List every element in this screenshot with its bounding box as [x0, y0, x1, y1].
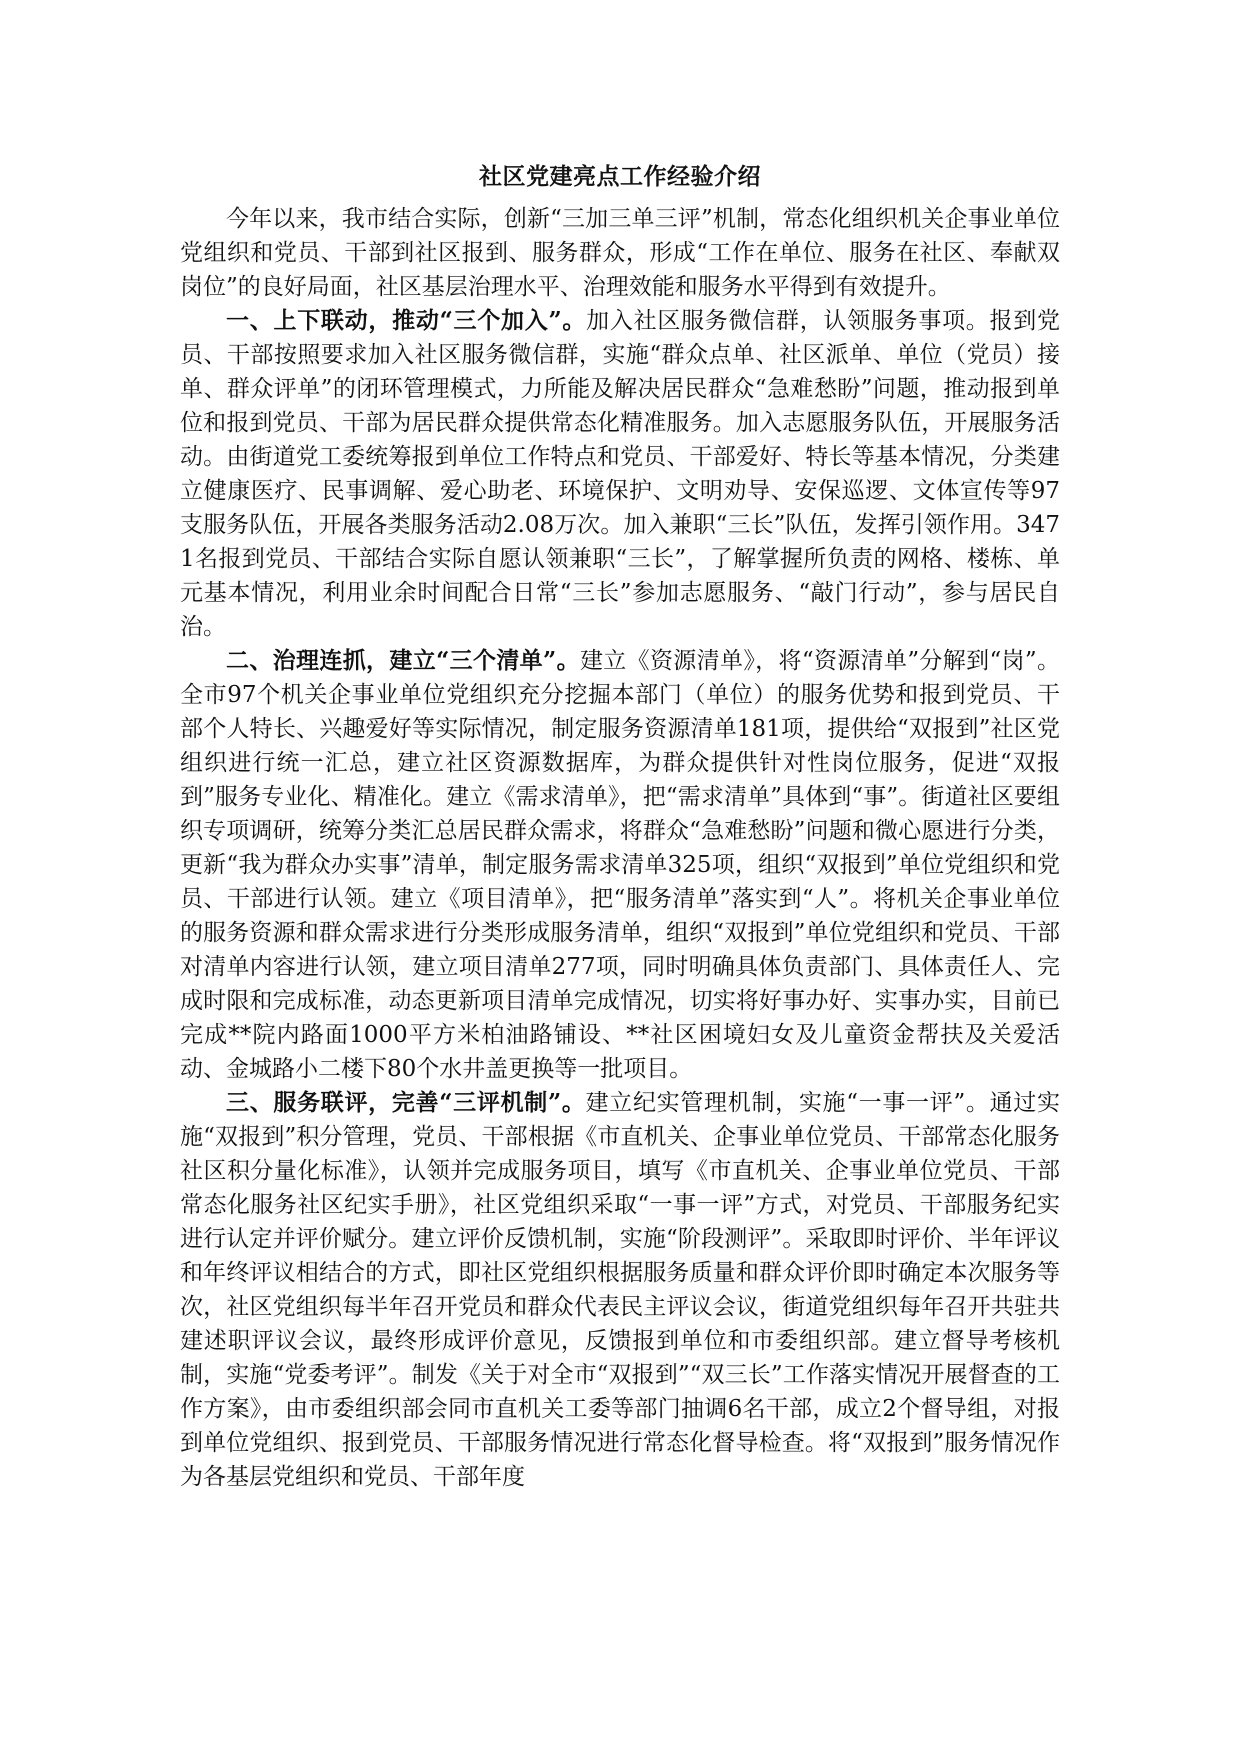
section-2-heading: 二、治理连抓，建立“三个清单”。 [226, 647, 580, 674]
section-2-body: 建立《资源清单》，将“资源清单”分解到“岗”。全市97个机关企事业单位党组织充分挖掘本部门（单位）的服务优势和报到党员、干部个人特长、兴趣爱好等实际情况，制定服务资源清单181项，提供给“双报到”社区党组织进行统一汇总，建立社区资源数据库，为群众提供针对性岗位服务，促进“双报到”服务专业化、精准化。建立《需求清单》，把“需求清单”具体到“事”。街道社区要组织专项调研，统筹分类汇总居民群众需求，将群众“急难愁盼”问题和微心愿进行分类，更新“我为群众办实事”清单，制定服务需求清单325项，组织“双报到”单位党组织和党员、干部进行认领。建立《项目清单》，把“服务清单”落实到“人”。将机关企事业单位的服务资源和群众需求进行分类形成服务清单，组织“双报到”单位党组织和党员、干部对清单内容进行认领，建立项目清单277项，同时明确具体负责部门、具体责任人、完成时限和完成标准，动态更新项目清单完成情况，切实将好事办好、实事办实，目前已完成**院内路面1000平方米柏油路铺设、**社区困境妇女及儿童资金帮扶及关爱活动、金城路小二楼下80个水井盖更换等一批项目。 [180, 648, 1060, 1082]
section-1-heading: 一、上下联动，推动“三个加入”。 [226, 307, 587, 334]
document-title: 社区党建亮点工作经验介绍 [479, 163, 761, 190]
intro-paragraph: 今年以来，我市结合实际，创新“三加三单三评”机制，常态化组织机关企事业单位党组织和党员、干部到社区报到、服务群众，形成“工作在单位、服务在社区、奉献双岗位”的良好局面，社区基层治理水平、治理效能和服务水平得到有效提升。 [180, 206, 1060, 300]
section-1-paragraph [180, 304, 1060, 644]
section-3-body: 建立纪实管理机制，实施“一事一评”。通过实施“双报到”积分管理，党员、干部根据《市直机关、企事业单位党员、干部常态化服务社区积分量化标准》，认领并完成服务项目，填写《市直机关、企事业单位党员、干部常态化服务社区纪实手册》，社区党组织采取“一事一评”方式，对党员、干部服务纪实进行认定并评价赋分。建立评价反馈机制，实施“阶段测评”。采取即时评价、半年评议和年终评议相结合的方式，即社区党组织根据服务质量和群众评价即时确定本次服务等次，社区党组织每半年召开党员和群众代表民主评议会议，街道党组织每年召开共驻共建述职评议会议，最终形成评价意见，反馈报到单位和市委组织部。建立督导考核机制，实施“党委考评”。制发《关于对全市“双报到”“双三长”工作落实情况开展督查的工作方案》，由市委组织部会同市直机关工委等部门抽调6名干部，成立2个督导组，对报到单位党组织、报到党员、干部服务情况进行常态化督导检查。将“双报到”服务情况作为各基层党组织和党员、干部年度 [180, 1090, 1060, 1490]
section-2-paragraph [180, 644, 1060, 1086]
section-3-paragraph [180, 1086, 1060, 1494]
document-content [180, 160, 1060, 1494]
section-1-body: 加入社区服务微信群，认领服务事项。报到党员、干部按照要求加入社区服务微信群，实施“群众点单、社区派单、单位（党员）接单、群众评单”的闭环管理模式，力所能及解决居民群众“急难愁盼”问题，推动报到单位和报到党员、干部为居民群众提供常态化精准服务。加入志愿服务队伍，开展服务活动。由街道党工委统筹报到单位工作特点和党员、干部爱好、特长等基本情况，分类建立健康医疗、民事调解、爱心助老、环境保护、文明劝导、安保巡逻、文体宣传等97支服务队伍，开展各类服务活动2.08万次。加入兼职“三长”队伍，发挥引领作用。3471名报到党员、干部结合实际自愿认领兼职“三长”，了解掌握所负责的网格、楼栋、单元基本情况，利用业余时间配合日常“三长”参加志愿服务、“敲门行动”，参与居民自治。 [180, 308, 1061, 640]
section-3-heading: 三、服务联评，完善“三评机制”。 [226, 1089, 586, 1116]
